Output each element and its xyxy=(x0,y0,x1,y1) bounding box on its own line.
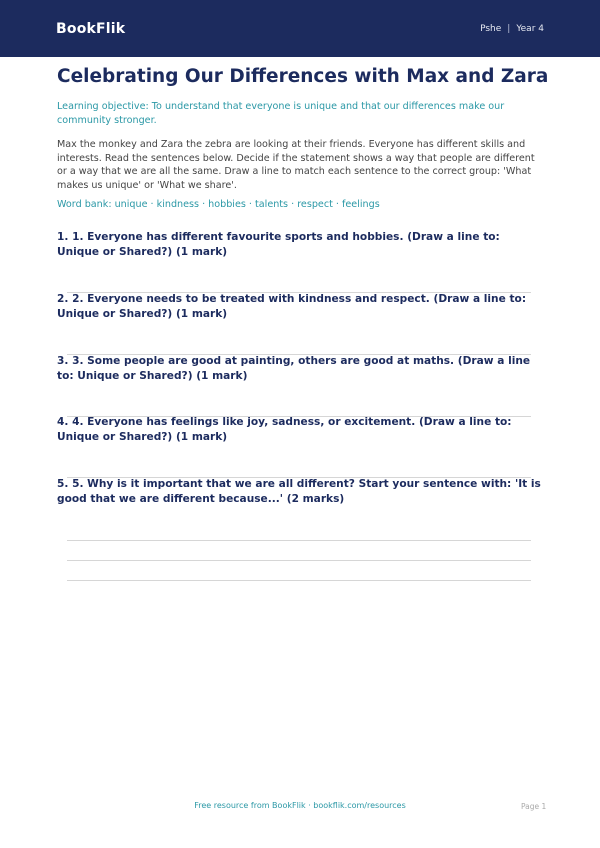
answer-line[interactable] xyxy=(67,580,531,581)
learning-objective: Learning objective: To understand that everyone is unique and that our differences make our community stronger. xyxy=(57,101,505,126)
question-3: 3. 3. Some people are good at painting, others are good at maths. (Draw a line to: Unique or Shared?) (1 mark) xyxy=(57,355,531,382)
footer-credit: Free resource from BookFlik · bookflik.com/resources xyxy=(194,801,406,810)
word-bank: Word bank: unique · kindness · hobbies · talents · respect · feelings xyxy=(57,199,380,210)
answer-line[interactable] xyxy=(67,560,531,561)
meta-separator: | xyxy=(507,23,511,34)
question-1: 1. 1. Everyone has different favourite sports and hobbies. (Draw a line to: Unique or Shared?) (1 mark) xyxy=(57,231,500,258)
question-5: 5. 5. Why is it important that we are all different? Start your sentence with: 'It is good that we are different because...' (2 marks) xyxy=(57,478,541,505)
page-number: Page 1 xyxy=(521,802,547,811)
subject-label: Pshe xyxy=(480,23,502,34)
worksheet-title: Celebrating Our Differences with Max and Zara xyxy=(57,66,549,87)
year-label: Year 4 xyxy=(516,23,544,34)
answer-line[interactable] xyxy=(67,540,531,541)
subject-year-label xyxy=(480,24,544,34)
question-2: 2. 2. Everyone needs to be treated with kindness and respect. (Draw a line to: Unique or Shared?) (1 mark) xyxy=(57,293,527,320)
brand-logo-text: BookFlik xyxy=(56,20,126,37)
page-header xyxy=(0,0,600,57)
question-4: 4. 4. Everyone has feelings like joy, sadness, or excitement. (Draw a line to: Unique or Shared?) (1 mark) xyxy=(57,416,512,443)
instructions-paragraph: Max the monkey and Zara the zebra are looking at their friends. Everyone has different skills and interests. Read the sentences below. Decide if the statement shows a way that people are different or a way that we are all the same. Draw a line to match each sentence to the correct group: 'What makes us unique' or 'What we share'. xyxy=(57,139,535,191)
